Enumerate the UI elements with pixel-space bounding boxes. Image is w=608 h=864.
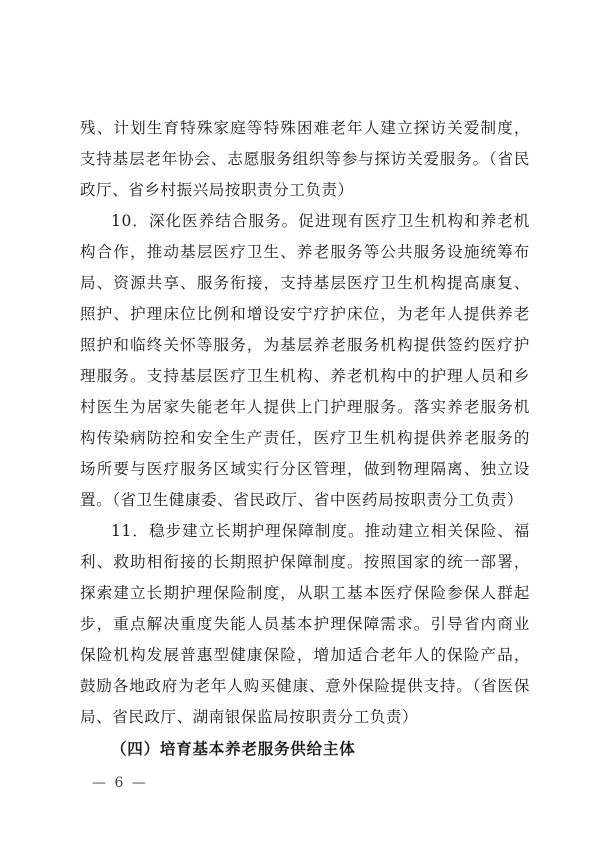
- document-body: [80, 113, 530, 764]
- paragraph-visit-care: 残、计划生育特殊家庭等特殊困难老年人建立探访关爱制度，支持基层老年协会、志愿服务组织等参与探访关爱服务。（省民政厅、省乡村振兴局按职责分工负责）: [80, 119, 530, 199]
- page-number: — 6 —: [92, 775, 148, 791]
- section-heading: （四）培育基本养老服务供给主体: [111, 739, 356, 758]
- paragraph-long-term-care: 11．稳步建立长期护理保障制度。推动建立相关保险、福利、救助相衔接的长期照护保障制度。按照国家的统一部署，探索建立长期护理保险制度，从职工基本医疗保险参保人群起步，重点解决重度失能人员基本护理保障需求。引导省内商业保险机构发展普惠型健康保险，增加适合老年人的保险产品，鼓励各地政府为老年人购买健康、意外保险提供支持。（省医保局、省民政厅、湖南银保监局按职责分工负责）: [80, 522, 530, 726]
- paragraph-medical-elderly-care: 10．深化医养结合服务。促进现有医疗卫生机构和养老机构合作，推动基层医疗卫生、养老服务等公共服务设施统筹布局、资源共享、服务衔接，支持基层医疗卫生机构提高康复、照护、护理床位比例和增设安宁疗护床位，为老年人提供养老照护和临终关怀等服务，为基层养老服务机构提供签约医疗护理服务。支持基层医疗卫生机构、养老机构中的护理人员和乡村医生为居家失能老年人提供上门护理服务。落实养老服务机构传染病防控和安全生产责任，医疗卫生机构提供养老服务的场所要与医疗服务区域实行分区管理，做到物理隔离、独立设置。（省卫生健康委、省民政厅、省中医药局按职责分工负责）: [80, 212, 530, 509]
